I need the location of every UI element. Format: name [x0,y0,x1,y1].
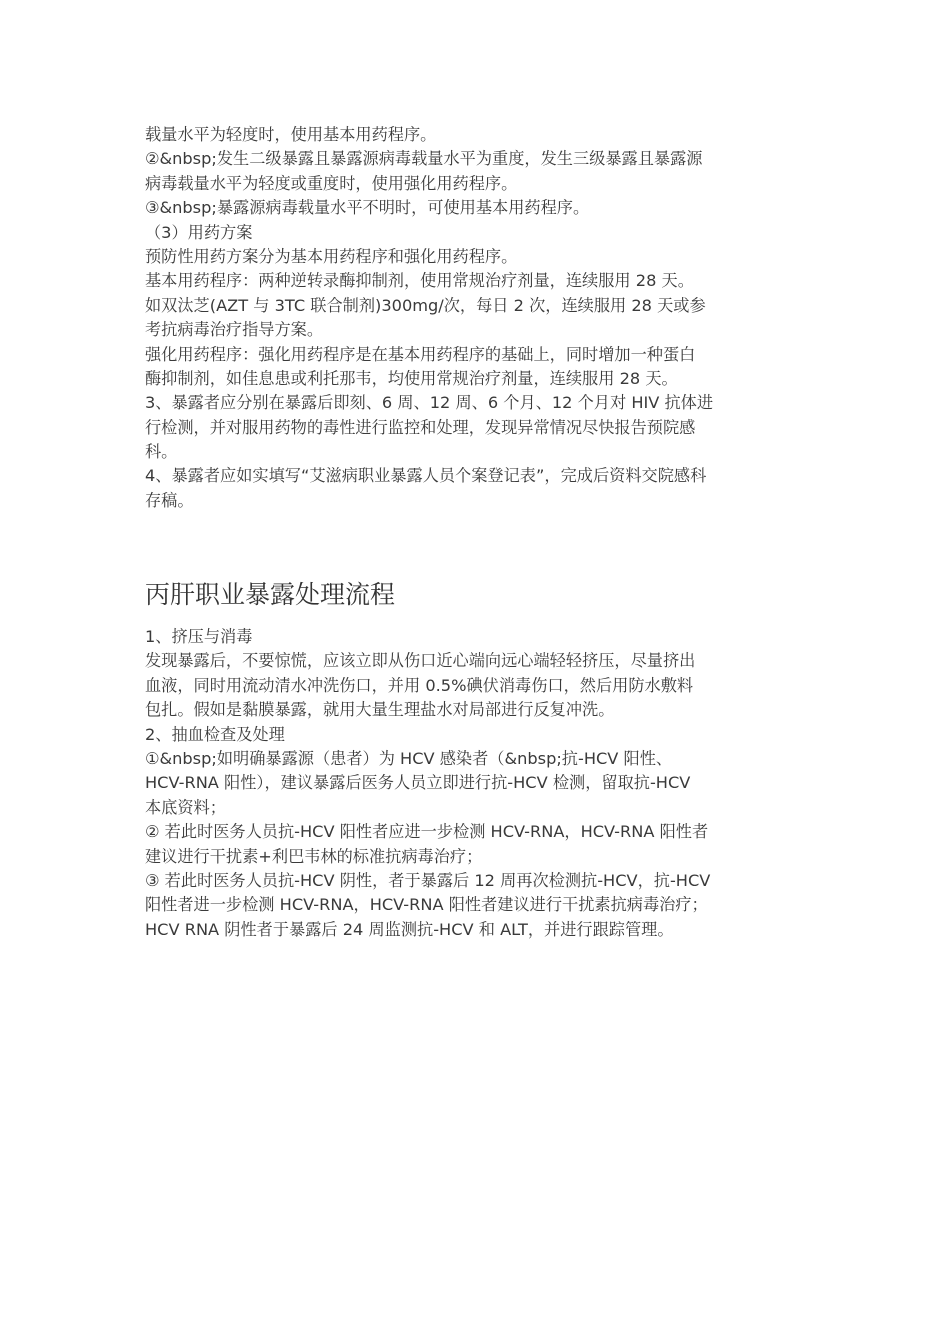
paragraph-line: 如双汰芝(AZT 与 3TC 联合制剂)300mg/次，每日 2 次，连续服用 28 天或参 [145,295,706,315]
paragraph-line: 载量水平为轻度时，使用基本用药程序。 [145,125,437,144]
hiv-continuation-section [145,123,810,513]
subsection-heading: （3）用药方案 [145,222,253,242]
paragraph-line: 病毒载量水平为轻度或重度时，使用强化用药程序。 [145,173,518,193]
paragraph-line: 强化用药程序：强化用药程序是在基本用药程序的基础上，同时增加一种蛋白 [145,344,696,364]
hcv-section [145,625,810,942]
section-title: 丙肝职业暴露处理流程 [145,580,396,609]
paragraph-line: 酶抑制剂，如佳息患或利托那韦，均使用常规治疗剂量，连续服用 28 天。 [145,368,678,388]
paragraph-line: 科。 [145,442,178,462]
paragraph-line: 本底资料； [145,797,226,817]
paragraph-line: ①&nbsp;如明确暴露源（患者）为 HCV 感染者（&nbsp;抗-HCV 阳性、 [145,748,673,768]
paragraph-line: 基本用药程序：两种逆转录酶抑制剂，使用常规治疗剂量，连续服用 28 天。 [145,271,694,291]
paragraph-line: HCV-RNA 阳性），建议暴露后医务人员立即进行抗-HCV 检测，留取抗-HCV [145,773,691,793]
paragraph-line: 3、暴露者应分别在暴露后即刻、6 周、12 周、6 个月、12 个月对 HIV 抗体进 [145,393,714,413]
paragraph-line: 血液，同时用流动清水冲洗伤口，并用 0.5%碘伏消毒伤口，然后用防水敷料 [145,675,694,695]
paragraph-line: ②&nbsp;发生二级暴露且暴露源病毒载量水平为重度，发生三级暴露且暴露源 [145,149,703,169]
paragraph-line: ③&nbsp;暴露源病毒载量水平不明时，可使用基本用药程序。 [145,198,590,218]
paragraph-line: ② 若此时医务人员抗-HCV 阳性者应进一步检测 HCV-RNA，HCV-RNA 阳性者 [145,822,709,842]
paragraph-line: 存稿。 [145,490,194,510]
subsection-heading: 2、抽血检查及处理 [145,724,285,744]
paragraph-line: ③ 若此时医务人员抗-HCV 阴性，者于暴露后 12 周再次检测抗-HCV，抗-HCV [145,870,711,890]
paragraph-line: 考抗病毒治疗指导方案。 [145,320,324,340]
paragraph-line: HCV RNA 阴性者于暴露后 24 周监测抗-HCV 和 ALT，并进行跟踪管理。 [145,919,674,939]
paragraph-line: 包扎。假如是黏膜暴露，就用大量生理盐水对局部进行反复冲洗。 [145,700,615,720]
paragraph-line: 发现暴露后，不要惊慌，应该立即从伤口近心端向远心端轻轻挤压，尽量挤出 [145,651,696,671]
paragraph-line: 预防性用药方案分为基本用药程序和强化用药程序。 [145,246,518,266]
paragraph-line: 阳性者进一步检测 HCV-RNA，HCV-RNA 阳性者建议进行干扰素抗病毒治疗； [145,895,708,915]
paragraph-line: 4、暴露者应如实填写“艾滋病职业暴露人员个案登记表”，完成后资料交院感科 [145,466,707,486]
paragraph-line: 建议进行干扰素+利巴韦林的标准抗病毒治疗； [145,846,483,866]
paragraph-line: 行检测，并对服用药物的毒性进行监控和处理，发现异常情况尽快报告预院感 [145,417,696,437]
subsection-heading: 1、挤压与消毒 [145,627,253,646]
